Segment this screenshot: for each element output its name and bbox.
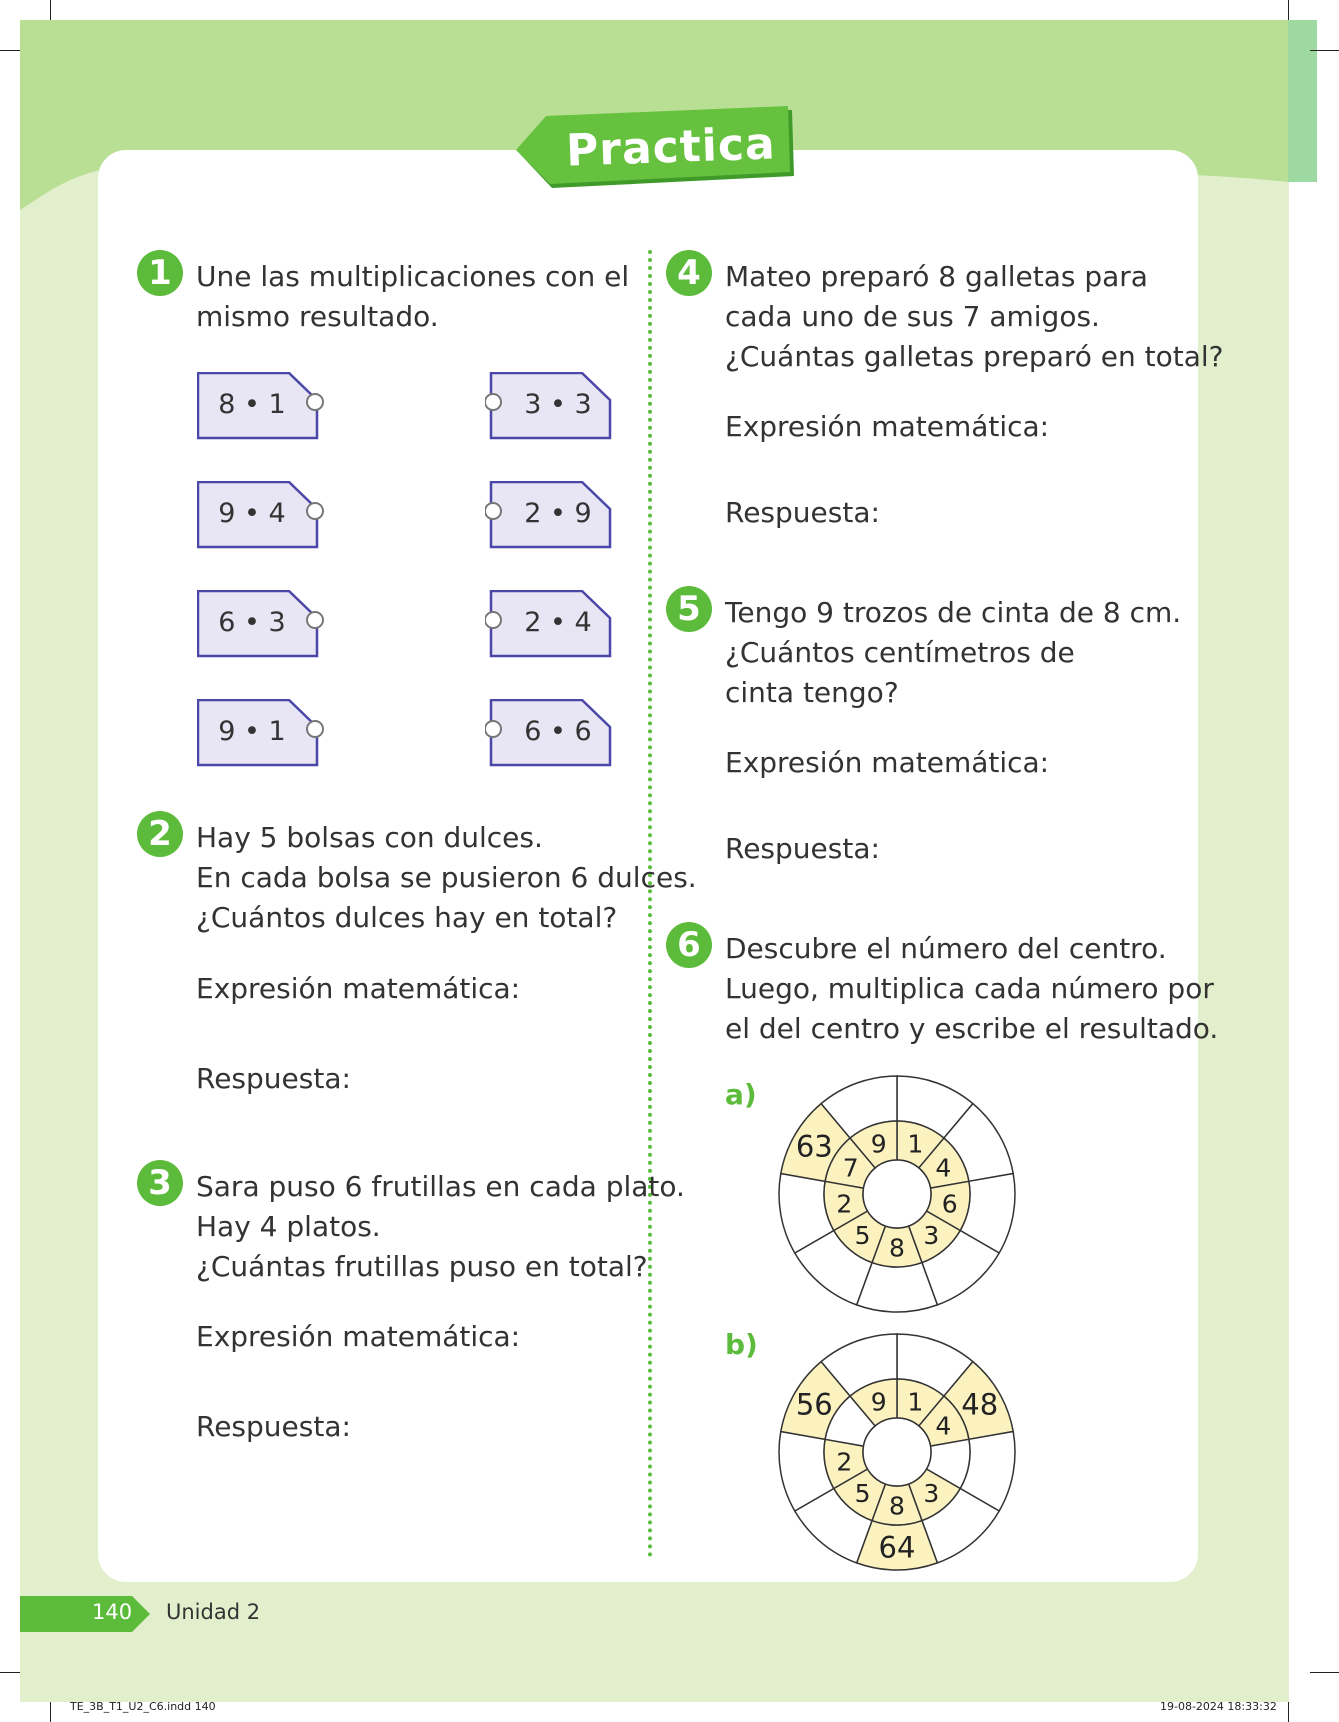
connector-dot[interactable] (485, 721, 501, 737)
multiplication-wheel-b (775, 1330, 1019, 1578)
wheel-inner-number: 9 (870, 1129, 887, 1159)
exercise-number-2: 2 (137, 811, 183, 857)
connector-dot[interactable] (485, 612, 501, 628)
wheel-inner-number: 2 (836, 1447, 853, 1477)
connector-dot[interactable] (485, 503, 501, 519)
wheel-inner-number: 7 (842, 1153, 859, 1183)
exercise-number-6: 6 (666, 922, 712, 968)
matching-card-right-2[interactable] (485, 481, 611, 549)
crop-mark (1288, 0, 1289, 20)
exercise-2-text: Hay 5 bolsas con dulces. En cada bolsa se pusieron 6 dulces. ¿Cuántos dulces hay en total? (196, 821, 697, 934)
crop-mark (1310, 50, 1339, 51)
side-tab (1288, 20, 1317, 182)
crop-mark (50, 1702, 51, 1722)
wheel-outer-number: 48 (961, 1387, 999, 1422)
exercise-5-expression-label: Expresión matemática: (725, 746, 1050, 779)
wheel-inner-number: 1 (907, 1129, 924, 1159)
wheel-inner-number: 8 (889, 1233, 905, 1263)
exercise-number-5: 5 (666, 586, 712, 632)
crop-mark (1310, 1672, 1339, 1673)
exercise-number-3: 3 (137, 1160, 183, 1206)
wheel-inner-number: 4 (935, 1411, 952, 1441)
wheel-inner-number: 9 (870, 1387, 887, 1417)
exercise-number-4: 4 (666, 250, 712, 296)
wheel-b-label: b) (725, 1328, 758, 1361)
wheel-outer-number: 63 (795, 1129, 833, 1164)
multiplication-expression: 9 • 1 (218, 716, 286, 747)
page-number: 140 (92, 1600, 133, 1624)
wheel-outer-number: 56 (795, 1387, 833, 1422)
connector-dot[interactable] (307, 394, 323, 410)
exercise-3-answer-label: Respuesta: (196, 1410, 351, 1443)
wheel-inner-number: 5 (854, 1220, 871, 1250)
matching-card-right-3[interactable] (485, 590, 611, 658)
wheel-center-cell[interactable] (863, 1160, 931, 1228)
exercise-4-expression-label: Expresión matemática: (725, 410, 1050, 443)
crop-mark (0, 50, 20, 51)
matching-card-right-1[interactable] (485, 372, 611, 440)
multiplication-expression: 6 • 6 (524, 716, 592, 747)
exercise-2-answer-label: Respuesta: (196, 1062, 351, 1095)
exercise-3-expression-label: Expresión matemática: (196, 1320, 521, 1353)
multiplication-expression: 2 • 4 (524, 607, 592, 638)
crop-mark (0, 1672, 20, 1673)
exercise-5-answer-label: Respuesta: (725, 832, 880, 865)
connector-dot[interactable] (307, 503, 323, 519)
multiplication-expression: 2 • 9 (524, 498, 592, 529)
unit-label: Unidad 2 (166, 1600, 261, 1624)
multiplication-expression: 3 • 3 (524, 389, 592, 420)
crop-mark (1288, 1702, 1289, 1722)
exercise-3-text: Sara puso 6 frutillas en cada plato. Hay 4 platos. ¿Cuántas frutillas puso en total? (196, 1170, 685, 1283)
exercise-2-expression-label: Expresión matemática: (196, 972, 521, 1005)
wheel-a-label: a) (725, 1078, 757, 1111)
file-slug: TE_3B_T1_U2_C6.indd 140 (70, 1700, 216, 1713)
exercise-4-text: Mateo preparó 8 galletas para cada uno de sus 7 amigos. ¿Cuántas galletas preparó en total? (725, 260, 1224, 373)
wheel-inner-number: 4 (935, 1153, 952, 1183)
multiplication-expression: 9 • 4 (218, 498, 286, 529)
multiplication-expression: 8 • 1 (218, 389, 286, 420)
wheel-inner-number: 1 (907, 1387, 924, 1417)
wheel-inner-number: 3 (923, 1220, 940, 1250)
exercise-4-answer-label: Respuesta: (725, 496, 880, 529)
wheel-outer-number: 64 (878, 1530, 916, 1565)
matching-card-left-3[interactable] (197, 590, 323, 658)
multiplication-wheel-a (775, 1072, 1019, 1320)
page-title: Practica (565, 118, 777, 177)
wheel-inner-number: 2 (836, 1189, 853, 1219)
date-slug: 19-08-2024 18:33:32 (1160, 1700, 1277, 1713)
exercise-5-text: Tengo 9 trozos de cinta de 8 cm. ¿Cuántos centímetros de cinta tengo? (725, 596, 1182, 709)
wheel-inner-number: 6 (941, 1189, 958, 1219)
connector-dot[interactable] (307, 612, 323, 628)
wheel-inner-number: 5 (854, 1478, 871, 1508)
multiplication-expression: 6 • 3 (218, 607, 286, 638)
exercise-number-1: 1 (137, 250, 183, 296)
crop-mark (50, 0, 51, 20)
matching-card-right-4[interactable] (485, 699, 611, 767)
wheel-center-cell[interactable] (863, 1418, 931, 1486)
connector-dot[interactable] (307, 721, 323, 737)
exercise-6-text: Descubre el número del centro. Luego, multiplica cada número por el del centro y escribe el resultado. (725, 932, 1219, 1045)
wheel-inner-number: 8 (889, 1491, 905, 1521)
exercise-1-text: Une las multiplicaciones con el mismo resultado. (196, 260, 630, 333)
connector-dot[interactable] (485, 394, 501, 410)
wheel-inner-number: 3 (923, 1478, 940, 1508)
matching-card-left-4[interactable] (197, 699, 323, 767)
matching-card-left-1[interactable] (197, 372, 323, 440)
matching-card-left-2[interactable] (197, 481, 323, 549)
